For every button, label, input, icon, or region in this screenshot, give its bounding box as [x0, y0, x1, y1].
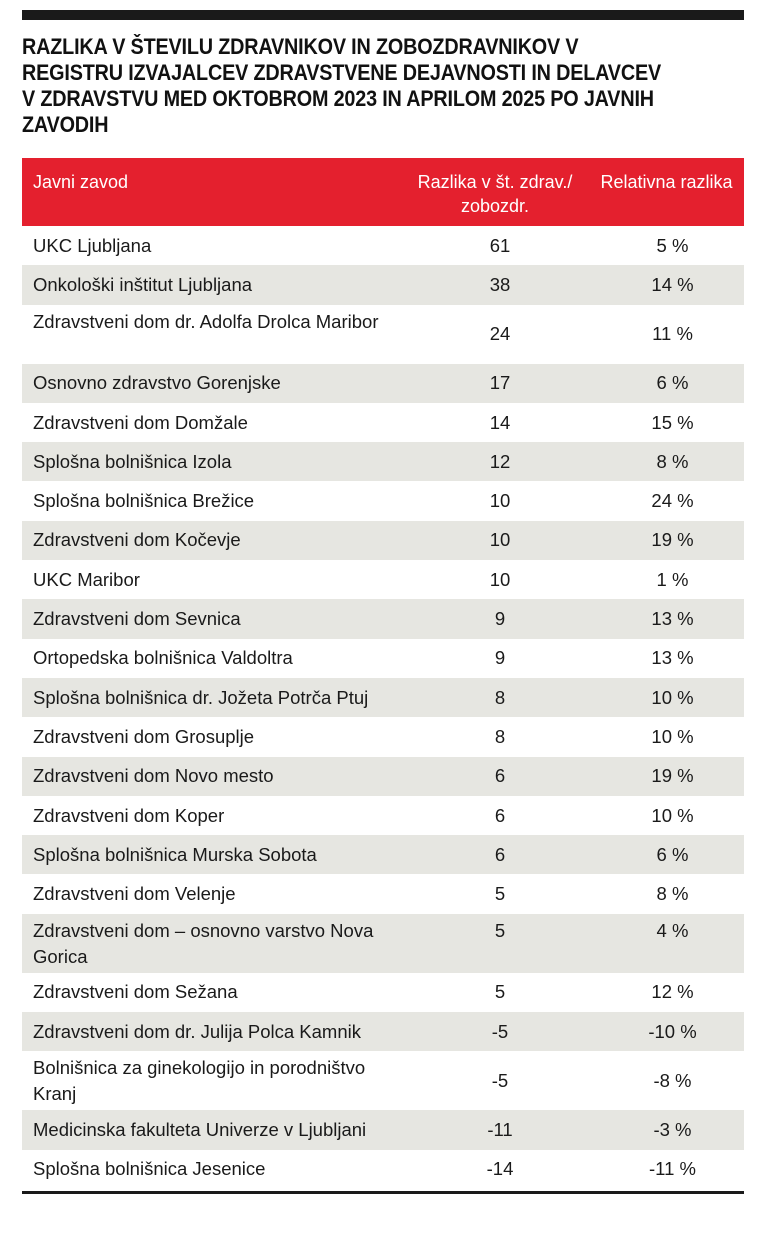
cell-rel: 10 %	[651, 686, 694, 708]
cell-diff: 12	[489, 450, 511, 472]
cell-name: Zdravstveni dom Novo mesto	[33, 765, 274, 787]
header-rel: Relativna razlika	[600, 172, 733, 192]
header-diff: Razlika v št. zdrav./ zobozdr.	[417, 172, 573, 216]
cell-rel: 4 %	[656, 919, 689, 941]
cell-diff: 6	[494, 843, 506, 865]
cell-diff: 5	[494, 919, 506, 941]
cell-diff: 17	[489, 372, 511, 394]
cell-diff: 5	[494, 883, 506, 905]
table-body	[22, 226, 744, 1189]
table-row	[22, 914, 744, 973]
cell-rel: 15 %	[651, 411, 694, 433]
cell-name: UKC Ljubljana	[33, 234, 152, 256]
table-row	[22, 874, 744, 913]
table-row	[22, 717, 744, 756]
table-row	[22, 757, 744, 796]
cell-rel: 11 %	[652, 323, 693, 345]
cell-name: Zdravstveni dom Koper	[33, 804, 225, 826]
table-header	[22, 158, 744, 226]
cell-name: UKC Maribor	[33, 568, 140, 590]
cell-diff: 61	[489, 234, 511, 256]
cell-name: Ortopedska bolnišnica Valdoltra	[33, 647, 293, 669]
cell-rel: 19 %	[651, 765, 694, 787]
table-row	[22, 1150, 744, 1189]
cell-name: Splošna bolnišnica Izola	[33, 450, 232, 472]
cell-rel: 13 %	[651, 647, 694, 669]
cell-name: Zdravstveni dom – osnovno varstvo Nova Gorica	[33, 919, 374, 967]
cell-name: Zdravstveni dom Sevnica	[33, 608, 241, 630]
cell-rel: 19 %	[651, 529, 694, 551]
cell-diff: 8	[494, 725, 506, 747]
header-name: Javni zavod	[33, 172, 129, 192]
table-row	[22, 226, 744, 265]
table-row	[22, 639, 744, 678]
cell-rel: 12 %	[651, 981, 694, 1003]
table-row	[22, 265, 744, 304]
cell-rel: -11 %	[649, 1158, 696, 1180]
cell-rel: 13 %	[651, 608, 694, 630]
cell-diff: 10	[489, 568, 511, 590]
cell-diff: 10	[489, 529, 511, 551]
cell-rel: 1 %	[656, 568, 689, 590]
cell-name: Zdravstveni dom Domžale	[33, 411, 248, 433]
cell-rel: 6 %	[656, 843, 689, 865]
cell-name: Medicinska fakulteta Univerze v Ljubljani	[33, 1118, 367, 1140]
table-row	[22, 1012, 744, 1051]
cell-diff: -5	[491, 1069, 509, 1091]
table-row	[22, 560, 744, 599]
table-row	[22, 1051, 744, 1110]
cell-rel: 14 %	[651, 273, 694, 295]
cell-diff: -5	[491, 1020, 509, 1042]
cell-diff: -11	[487, 1118, 513, 1140]
cell-name: Zdravstveni dom Kočevje	[33, 529, 241, 551]
top-rule	[22, 10, 744, 20]
cell-diff: 10	[489, 490, 511, 512]
cell-rel: 6 %	[656, 372, 689, 394]
table-row	[22, 835, 744, 874]
cell-name: Bolnišnica za ginekologijo in porodništvo Kranj	[33, 1057, 366, 1105]
cell-name: Zdravstveni dom Grosuplje	[33, 725, 255, 747]
table-row	[22, 442, 744, 481]
data-table	[22, 158, 744, 1194]
cell-name: Zdravstveni dom dr. Julija Polca Kamnik	[33, 1020, 361, 1042]
cell-name: Osnovno zdravstvo Gorenjske	[33, 372, 281, 394]
cell-diff: 14	[489, 411, 511, 433]
table-row	[22, 599, 744, 638]
cell-diff: 6	[494, 765, 506, 787]
cell-name: Splošna bolnišnica dr. Jožeta Potrča Ptuj	[33, 686, 369, 708]
cell-rel: 5 %	[656, 234, 689, 256]
cell-rel: 24 %	[651, 490, 694, 512]
cell-diff: 5	[494, 981, 506, 1003]
table-row	[22, 678, 744, 717]
cell-rel: 10 %	[651, 725, 694, 747]
page-title: RAZLIKA V ŠTEVILU ZDRAVNIKOV IN ZOBOZDRAVNIKOV V REGISTRU IZVAJALCEV ZDRAVSTVENE DEJAVNOSTI IN DELAVCEV V ZDRAVSTVU MED OKTOBROM 2023 IN APRILOM 2025 PO JAVNIH ZAVODIH	[22, 34, 661, 137]
cell-diff: 38	[489, 273, 511, 295]
cell-name: Zdravstveni dom Sežana	[33, 981, 238, 1003]
cell-rel: 8 %	[656, 450, 689, 472]
cell-name: Onkološki inštitut Ljubljana	[33, 273, 253, 295]
cell-name: Splošna bolnišnica Jesenice	[33, 1158, 266, 1180]
cell-rel: 8 %	[656, 883, 689, 905]
table-row	[22, 403, 744, 442]
bottom-rule	[22, 1191, 744, 1194]
cell-rel: -10 %	[648, 1020, 697, 1042]
cell-rel: -3 %	[653, 1118, 692, 1140]
cell-name: Splošna bolnišnica Brežice	[33, 490, 255, 512]
cell-rel: 10 %	[651, 804, 694, 826]
table-row	[22, 1110, 744, 1149]
table-row	[22, 521, 744, 560]
cell-diff: 6	[494, 804, 506, 826]
cell-diff: -14	[486, 1158, 514, 1180]
cell-rel: -8 %	[653, 1069, 692, 1091]
cell-name: Zdravstveni dom Velenje	[33, 883, 236, 905]
cell-diff: 9	[494, 608, 506, 630]
table-row	[22, 481, 744, 520]
cell-diff: 8	[494, 686, 506, 708]
cell-name: Zdravstveni dom dr. Adolfa Drolca Maribor	[33, 310, 379, 332]
cell-diff: 9	[494, 647, 506, 669]
table-row	[22, 796, 744, 835]
cell-diff: 24	[489, 323, 511, 345]
table-row	[22, 973, 744, 1012]
table-row	[22, 364, 744, 403]
table-row	[22, 305, 744, 364]
cell-name: Splošna bolnišnica Murska Sobota	[33, 843, 317, 865]
